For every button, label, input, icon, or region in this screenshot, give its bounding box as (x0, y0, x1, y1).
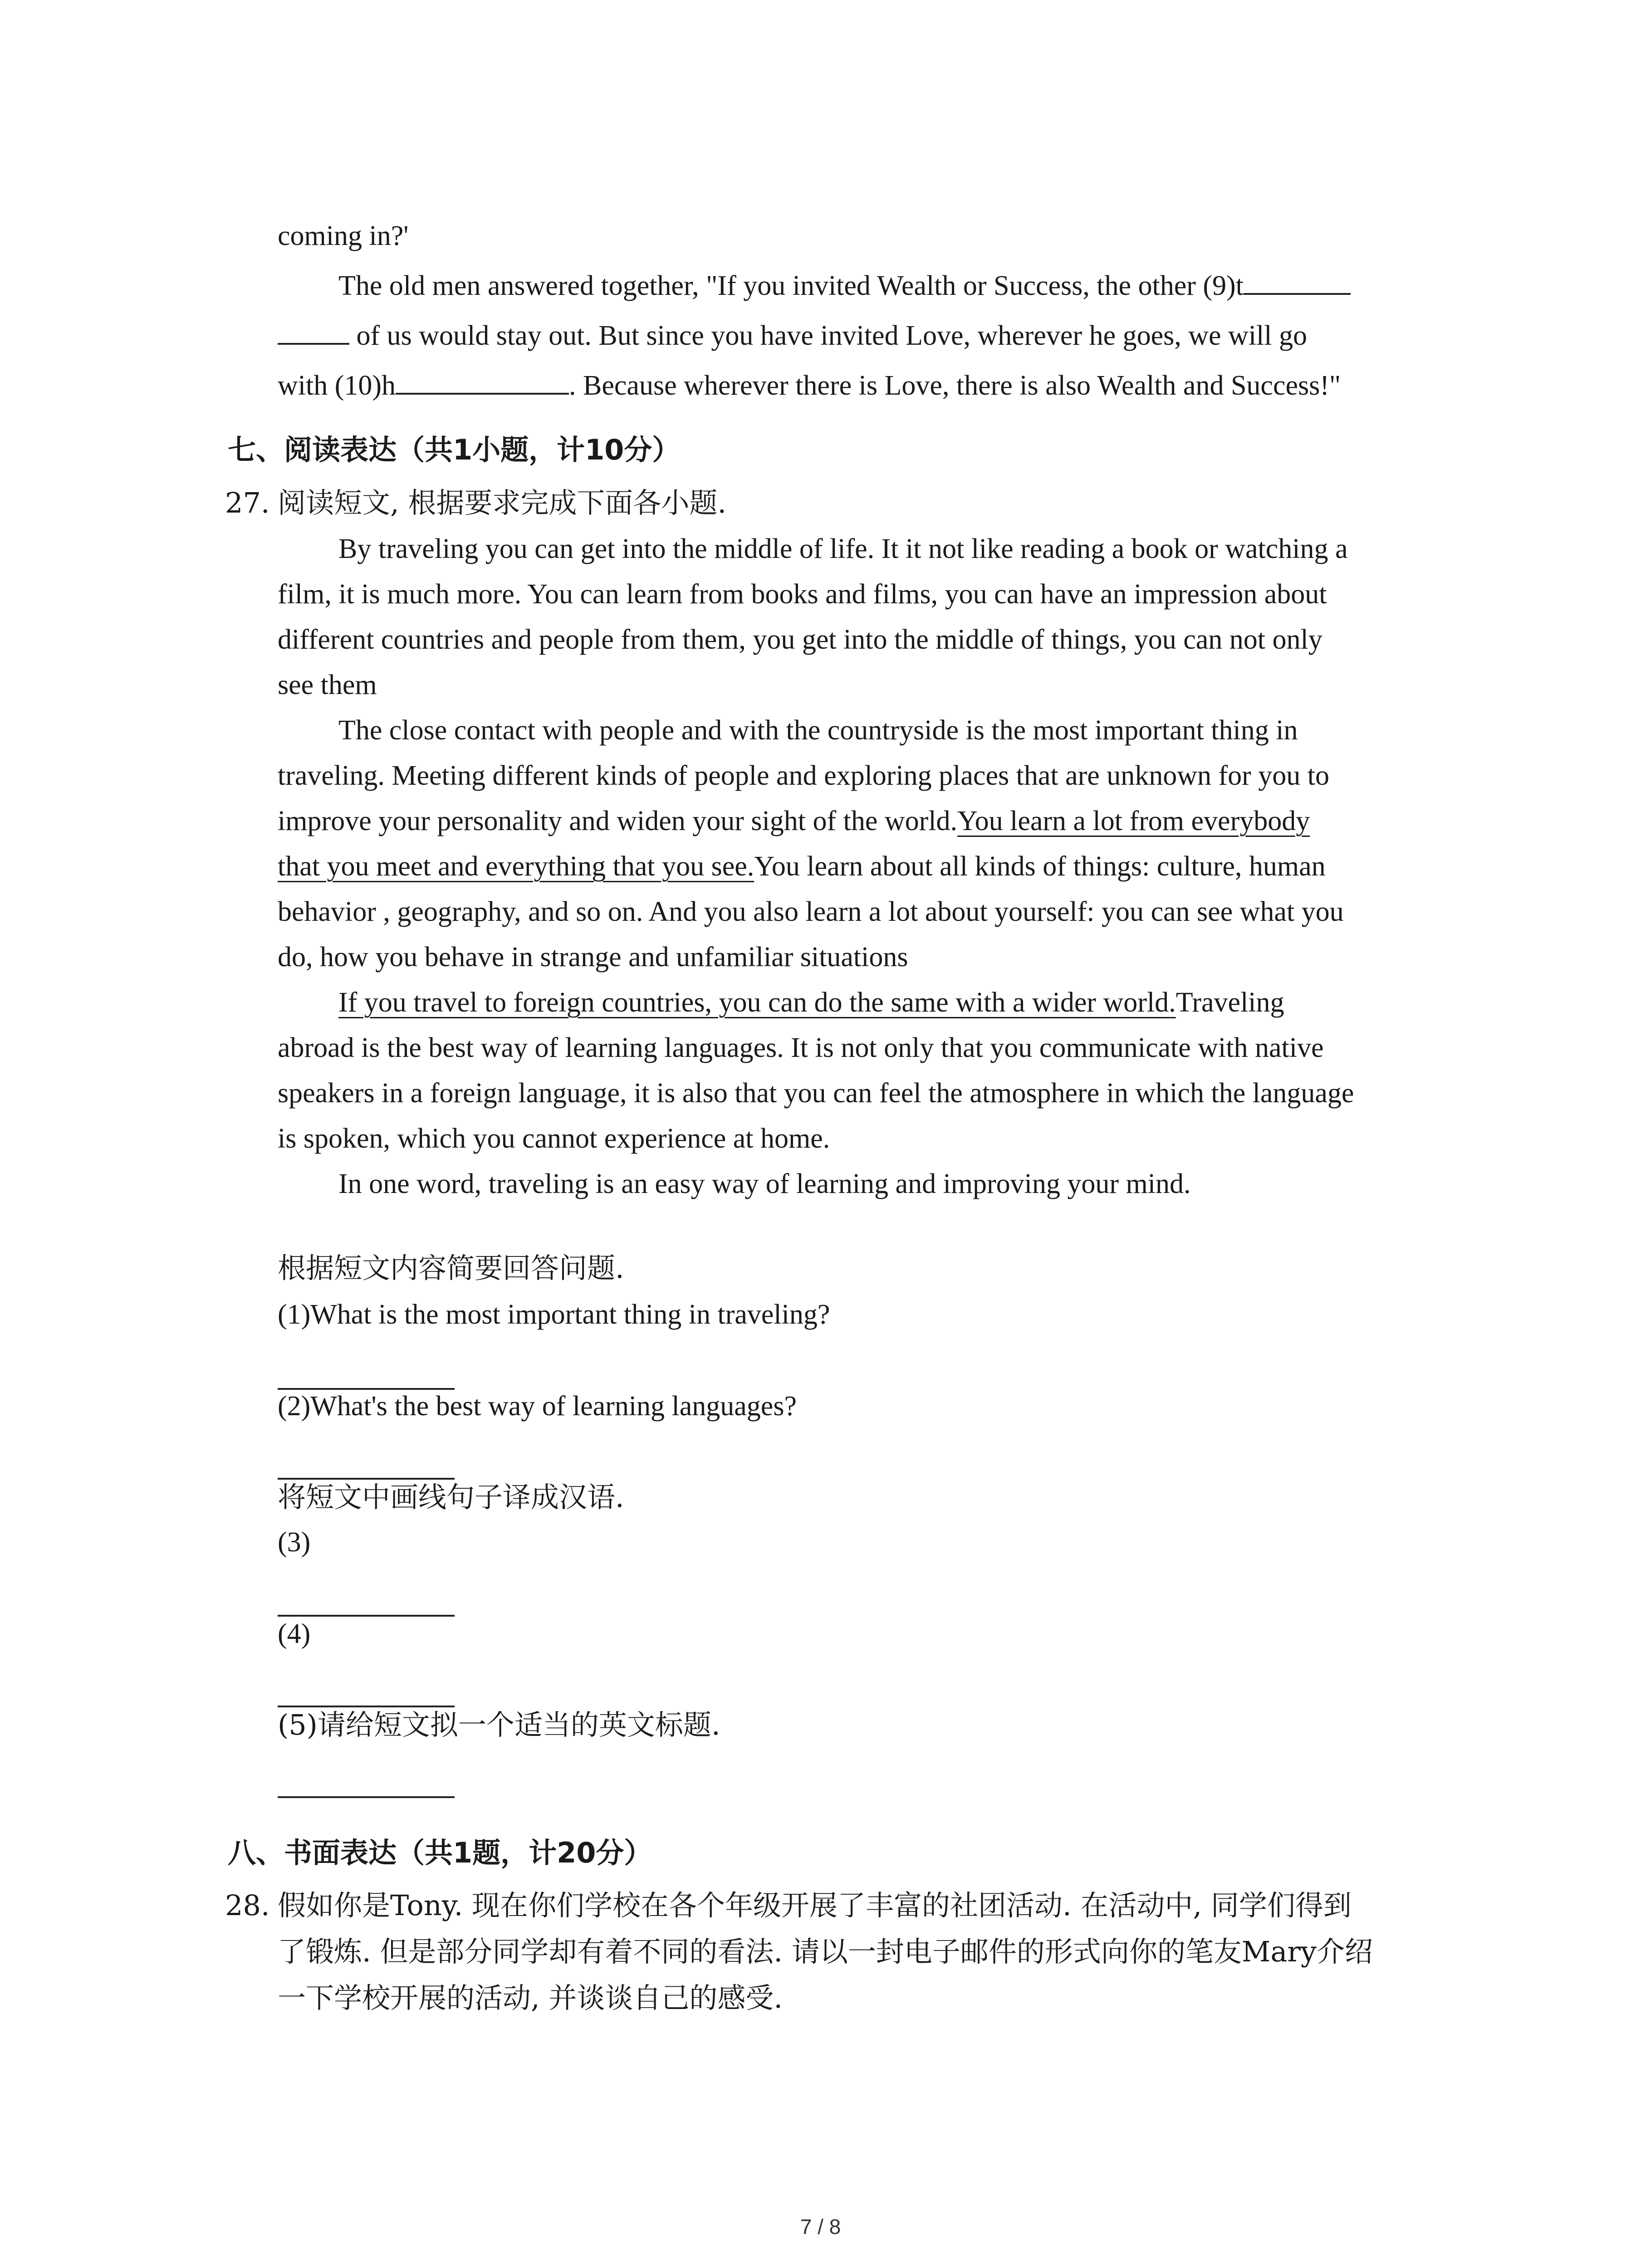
blank-10[interactable] (396, 367, 569, 395)
p1-line-1: By traveling you can get into the middle of life. It it not like reading a book or watching a (338, 533, 1348, 564)
section-8-heading: 八、书面表达（共1题，计20分） (228, 1836, 652, 1869)
question-3: (3) (278, 1527, 311, 1558)
p2-line-2: traveling. Meeting different kinds of people and exploring places that are unknown for you to (278, 760, 1330, 791)
p1-line-3: different countries and people from them, you get into the middle of things, you can not only (278, 624, 1323, 655)
story-line-1: coming in?' (278, 220, 409, 251)
underlined-sentence-4: If you travel to foreign countries, you can do the same with a wider world. (338, 987, 1176, 1018)
question-1: (1)What is the most important thing in traveling? (278, 1299, 830, 1330)
p3-line-2: abroad is the best way of learning languages. It is not only that you communicate with native (278, 1032, 1324, 1063)
blank-9[interactable] (1244, 267, 1351, 295)
story-line-2 (338, 263, 1351, 309)
story-line-2-text: The old men answered together, "If you invited Wealth or Success, the other (9)t (338, 270, 1244, 301)
q27-instruction: 阅读短文, 根据要求完成下面各小题. (278, 486, 727, 519)
underlined-sentence-3a: You learn a lot from everybody (957, 806, 1310, 836)
section-7-heading: 七、阅读表达（共1小题，计10分） (228, 433, 681, 466)
p2-line-5: behavior , geography, and so on. And you also learn a lot about yourself: you can see what you (278, 896, 1344, 927)
p3-line-3: speakers in a foreign language, it is also that you can feel the atmosphere in which the language (278, 1078, 1354, 1109)
p2-line-1: The close contact with people and with the countryside is the most important thing in (338, 715, 1298, 746)
q28-line-2: 了锻炼. 但是部分同学却有着不同的看法. 请以一封电子邮件的形式向你的笔友Mary介绍 (278, 1935, 1373, 1968)
story-line-4a: with (10)h (278, 370, 396, 401)
q28-line-3: 一下学校开展的活动, 并谈谈自己的感受. (278, 1981, 783, 2014)
answer-line-5[interactable] (278, 1796, 455, 1798)
question-5: (5)请给短文拟一个适当的英文标题. (278, 1708, 720, 1741)
p2-line-4 (278, 844, 1326, 890)
p2-line-4-plain: You learn about all kinds of things: culture, human (754, 851, 1326, 882)
story-line-4 (278, 363, 1341, 409)
task-1-instruction: 根据短文内容简要回答问题. (278, 1251, 624, 1285)
q27-number: 27. (225, 486, 270, 519)
p3-line-4: is spoken, which you cannot experience at home. (278, 1123, 830, 1154)
page-number: 7 / 8 (800, 2215, 841, 2239)
p2-line-6: do, how you behave in strange and unfamiliar situations (278, 942, 908, 973)
story-line-3 (278, 313, 1307, 359)
q28-line-1: 假如你是Tony. 现在你们学校在各个年级开展了丰富的社团活动. 在活动中, 同学们得到 (278, 1889, 1352, 1922)
p3-line-1-plain: Traveling (1176, 987, 1284, 1018)
p1-line-4: see them (278, 670, 377, 700)
story-line-3-text: of us would stay out. But since you have invited Love, wherever he goes, we will go (349, 320, 1307, 351)
p3-line-1 (338, 980, 1284, 1026)
p1-line-2: film, it is much more. You can learn from books and films, you can have an impression about (278, 579, 1327, 610)
p2-line-3-plain: improve your personality and widen your sight of the world. (278, 806, 958, 836)
p2-line-3 (278, 798, 1310, 844)
blank-9-cont[interactable] (278, 317, 349, 345)
p4-line-1: In one word, traveling is an easy way of learning and improving your mind. (338, 1168, 1191, 1199)
question-4: (4) (278, 1618, 311, 1649)
story-line-4b: . Because wherever there is Love, there is also Wealth and Success!" (569, 370, 1341, 401)
underlined-sentence-3b: that you meet and everything that you see. (278, 851, 754, 882)
q28-number: 28. (225, 1889, 270, 1922)
question-2: (2)What's the best way of learning languages? (278, 1391, 797, 1422)
task-2-instruction: 将短文中画线句子译成汉语. (278, 1481, 624, 1514)
